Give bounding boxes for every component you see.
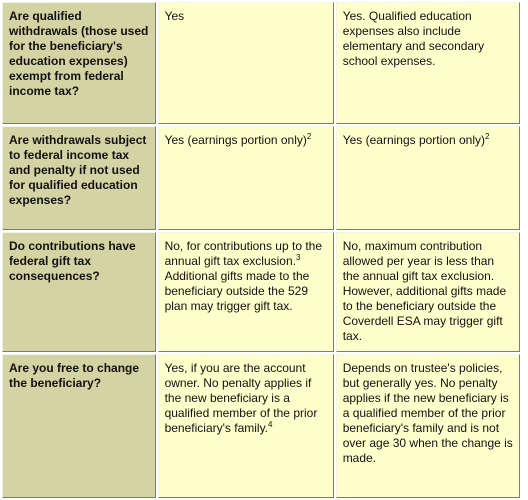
coverdell-answer-cell bbox=[336, 232, 520, 352]
answer-text: Yes (earnings portion only) bbox=[342, 133, 485, 147]
plan529-answer-cell bbox=[158, 232, 334, 352]
answer-text: No, maximum contribution allowed per year is less than the annual gift tax exclusion. However, additional gifts made to the beneficiary outside the Coverdell ESA may trigger gift tax. bbox=[342, 239, 507, 343]
question-text: Are withdrawals subject to federal income tax and penalty if not used for qualified education expenses? bbox=[9, 133, 147, 207]
question-text: Do contributions have federal gift tax consequences? bbox=[9, 239, 136, 283]
question-cell bbox=[2, 2, 156, 124]
answer-text: Yes. Qualified education expenses also include elementary and secondary school expenses. bbox=[342, 9, 485, 68]
question-text: Are qualified withdrawals (those used for the beneficiary's education expenses) exempt from federal income tax? bbox=[9, 9, 149, 98]
plan529-answer-cell bbox=[158, 354, 334, 498]
answer-text: No, for contributions up to the annual gift tax exclusion. bbox=[164, 239, 323, 268]
table-row bbox=[2, 2, 520, 124]
answer-text: Yes bbox=[164, 9, 185, 23]
answer-text-continued: Additional gifts made to the beneficiary outside the 529 plan may trigger gift tax. bbox=[164, 269, 310, 313]
table-row bbox=[2, 126, 520, 230]
footnote-ref: 3 bbox=[296, 253, 301, 262]
coverdell-answer-cell bbox=[336, 126, 520, 230]
plan529-answer-cell bbox=[158, 126, 334, 230]
question-cell bbox=[2, 354, 156, 498]
question-cell bbox=[2, 232, 156, 352]
question-cell bbox=[2, 126, 156, 230]
answer-text: Yes (earnings portion only) bbox=[164, 133, 307, 147]
question-text: Are you free to change the beneficiary? bbox=[9, 361, 140, 390]
answer-text: Yes, if you are the account owner. No penalty applies if the new beneficiary is a qualified member of the prior beneficiary's family. bbox=[164, 361, 318, 435]
answer-text: Depends on trustee's policies, but generally yes. No penalty applies if the new beneficiary is a qualified member of the prior beneficiary's family and is not over age 30 when the change is made. bbox=[342, 361, 513, 465]
coverdell-answer-cell bbox=[336, 2, 520, 124]
coverdell-answer-cell bbox=[336, 354, 520, 498]
table-row bbox=[2, 354, 520, 498]
plan529-answer-cell bbox=[158, 2, 334, 124]
table-row bbox=[2, 232, 520, 352]
footnote-ref: 2 bbox=[306, 132, 312, 141]
footnote-ref: 2 bbox=[485, 132, 490, 141]
footnote-ref: 4 bbox=[268, 420, 273, 429]
